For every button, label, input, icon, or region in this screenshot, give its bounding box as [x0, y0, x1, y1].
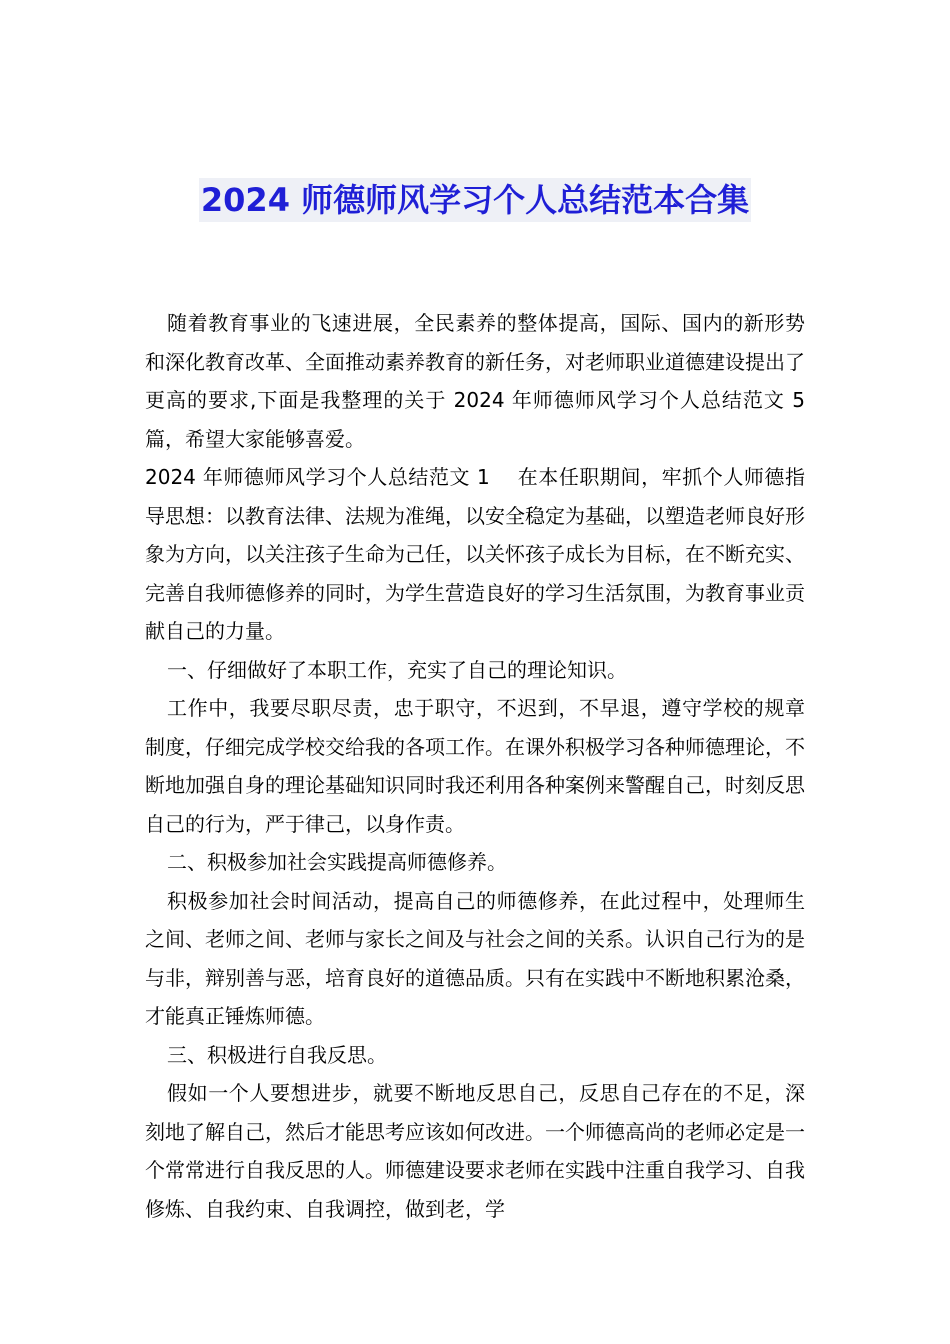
intro-paragraph: 随着教育事业的飞速进展，全民素养的整体提高，国际、国内的新形势和深化教育改革、全面推动素养教育的新任务，对老师职业道德建设提出了更高的要求,下面是我整理的关于 2024 年师德师风学习个人总结范文 5 篇，希望大家能够喜爱。	[145, 311, 805, 451]
heading-three: 三、积极进行自我反思。	[167, 1042, 387, 1067]
heading-two: 二、积极参加社会实践提高师德修养。	[167, 850, 507, 874]
body-paragraph-work: 工作中，我要尽职尽责，忠于职守，不迟到，不早退，遵守学校的规章制度，仔细完成学校交给我的各项工作。在课外积极学习各种师德理论，不断地加强自身的理论基础知识同时我还利用各种案例来警醒自己，时刻反思自己的行为，严于律己，以身作责。	[145, 696, 805, 836]
body-paragraph-practice: 积极参加社会时间活动，提高自己的师德修养，在此过程中，处理师生之间、老师之间、老师与家长之间及与社会之间的关系。认识自己行为的是与非，辩别善与恶，培育良好的道德品质。只有在实践中不断地积累沧桑，才能真正锤炼师德。	[145, 888, 805, 1028]
body-paragraph-reflection: 假如一个人要想进步，就要不断地反思自己，反思自己存在的不足，深刻地了解自己，然后才能思考应该如何改进。一个师德高尚的老师必定是一个常常进行自我反思的人。师德建设要求老师在实践中注重自我学习、自我修炼、自我约束、自我调控，做到老，学	[145, 1081, 805, 1221]
title-container	[0, 178, 950, 222]
heading-one: 一、仔细做好了本职工作，充实了自己的理论知识。	[167, 657, 627, 682]
section-1-paragraph: 2024 年师德师风学习个人总结范文 1 在本任职期间，牢抓个人师德指导思想：以教育法律、法规为准绳，以安全稳定为基础，以塑造老师良好形象为方向，以关注孩子生命为己任，以关怀孩子成长为目标，在不断充实、完善自我师德修养的同时，为学生营造良好的学习生活氛围，为教育事业贡献自己的力量。	[145, 465, 805, 643]
document-body	[145, 304, 805, 1228]
document-title: 2024 师德师风学习个人总结范本合集	[199, 178, 751, 222]
